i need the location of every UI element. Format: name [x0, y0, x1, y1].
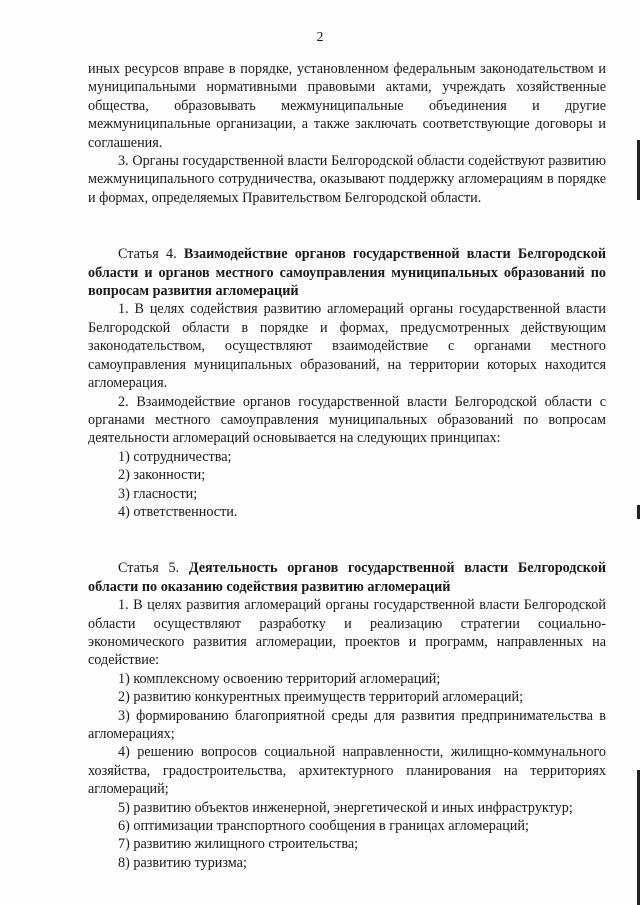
page-number: 2: [316, 30, 324, 45]
article-4-label: Статья 4.: [118, 246, 177, 263]
paragraph-continuation: иных ресурсов вправе в порядке, установленном федеральным законодательством и муниципальными нормативными правовыми актами, учреждать хозяйственные общества, образовывать межмуниципальные объединения и другие межмуниципальные организации, а также заключать соответствующие договоры и соглашения.: [88, 61, 606, 151]
article-5-item: 2) развитию конкурентных преимуществ территорий агломераций;: [118, 689, 524, 706]
article-4-item: 4) ответственности.: [118, 503, 238, 520]
article-5-title: Деятельность органов государственной власти Белгородской области по оказанию содействия развитию агломераций: [88, 560, 606, 595]
article-5-item: 1) комплексному освоению территорий агломераций;: [118, 670, 441, 687]
article-4-item: 1) сотрудничества;: [118, 448, 232, 465]
article-5-item: 5) развитию объектов инженерной, энергетической и иных инфраструктур;: [118, 799, 573, 816]
article-5-item: 7) развитию жилищного строительства;: [118, 836, 359, 853]
article-5-item: 6) оптимизации транспортного сообщения в границах агломераций;: [118, 818, 529, 835]
article-4-item: 3) гласности;: [118, 485, 198, 502]
article-5-paragraph-1: 1. В целях развития агломераций органы государственной власти Белгородской области осуществляют разработку и реализацию стратегии социально-экономического развития агломерации, проектов и программ, направленных на содействие:: [88, 597, 606, 669]
article-4-paragraph-2: 2. Взаимодействие органов государственной власти Белгородской области с органами местного самоуправления муниципальных образований по вопросам деятельности агломераций основывается на следующих принципах:: [88, 393, 606, 447]
article-4-item: 2) законности;: [118, 467, 206, 484]
paragraph-3: 3. Органы государственной власти Белгородской области содействуют развитию межмуниципального сотрудничества, оказывают поддержку агломерациям в порядке и формах, определяемых Правительством Белгородской области.: [88, 153, 606, 206]
article-5-heading: [88, 559, 606, 596]
article-5-item: 3) формированию благоприятной среды для развития предпринимательства в агломерациях;: [88, 707, 606, 742]
article-5-label: Статья 5.: [118, 560, 180, 577]
article-5-item: 4) решению вопросов социальной направленности, жилищно-коммунального хозяйства, градостроительства, архитектурного планирования на территориях агломераций;: [88, 744, 606, 798]
document-body: [88, 60, 606, 872]
article-4-paragraph-1: 1. В целях содействия развитию агломераций органы государственной власти Белгородской области в порядке и формах, предусмотренных действующим законодательством, осуществляют взаимодействие с органами местного самоуправления муниципальных образований, на территории которых находится агломерация.: [88, 301, 606, 392]
article-4-title: Взаимодействие органов государственной власти Белгородской области и органов местного самоуправления муниципальных образований по вопросам развития агломераций: [88, 246, 607, 300]
article-5-item: 8) развитию туризма;: [118, 854, 247, 871]
article-4-heading: [88, 245, 606, 300]
